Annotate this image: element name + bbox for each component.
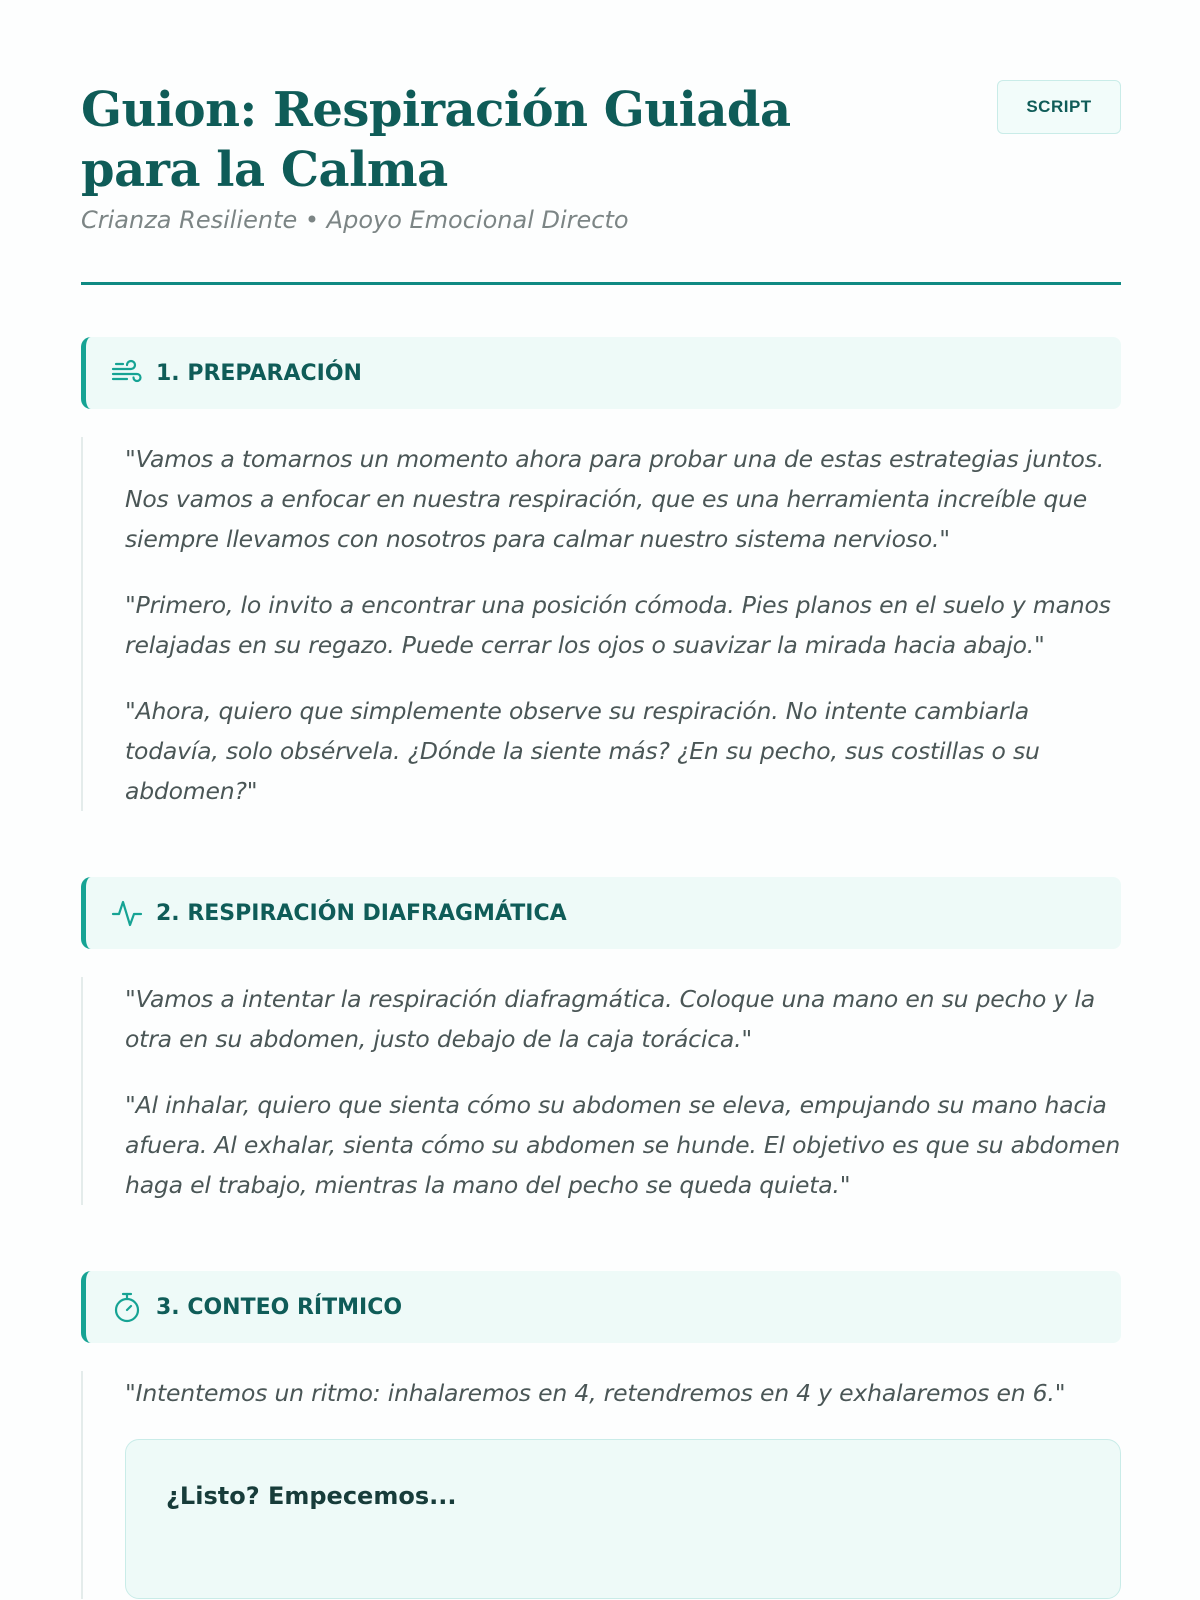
section-content bbox=[81, 1371, 1121, 1599]
section-header bbox=[81, 877, 1121, 949]
section-content bbox=[81, 437, 1121, 811]
ready-callout-title: ¿Listo? Empecemos... bbox=[166, 1482, 457, 1510]
activity-icon bbox=[110, 896, 144, 930]
section-preparacion bbox=[81, 337, 1121, 811]
section-content bbox=[81, 977, 1121, 1205]
wind-icon bbox=[110, 356, 144, 390]
script-badge: SCRIPT bbox=[997, 80, 1121, 134]
section-title: 2. RESPIRACIÓN DIAFRAGMÁTICA bbox=[156, 900, 567, 926]
timer-icon bbox=[110, 1290, 144, 1324]
script-paragraph: "Al inhalar, quiero que sienta cómo su abdomen se eleva, empujando su mano hacia afuera. Al exhalar, sienta cómo su abdomen se hunde. El objetivo es que su abdomen haga el trabajo, mientras la mano del pecho se queda quieta." bbox=[125, 1091, 1121, 1199]
document-header bbox=[81, 0, 1121, 285]
ready-callout bbox=[125, 1439, 1121, 1599]
script-paragraph: "Vamos a intentar la respiración diafragmática. Coloque una mano en su pecho y la otra en su abdomen, justo debajo de la caja torácica." bbox=[125, 985, 1095, 1053]
script-paragraph: "Ahora, quiero que simplemente observe su respiración. No intente cambiarla todavía, solo obsérvela. ¿Dónde la siente más? ¿En su pecho, sus costillas o su abdomen?" bbox=[125, 697, 1040, 805]
section-title: 3. CONTEO RÍTMICO bbox=[156, 1294, 403, 1320]
script-document bbox=[81, 0, 1121, 1599]
page-title: Guion: Respiración Guiada para la Calma bbox=[81, 82, 791, 198]
section-header bbox=[81, 1271, 1121, 1343]
script-paragraph: "Vamos a tomarnos un momento ahora para probar una de estas estrategias juntos. Nos vamos a enfocar en nuestra respiración, que es una herramienta increíble que siempre llevamos con nosotros para calmar nuestro sistema nervioso." bbox=[125, 445, 1105, 553]
section-conteo-ritmico bbox=[81, 1271, 1121, 1599]
section-header bbox=[81, 337, 1121, 409]
section-respiracion-diafragmatica bbox=[81, 877, 1121, 1205]
script-paragraph: "Primero, lo invito a encontrar una posición cómoda. Pies planos en el suelo y manos relajadas en su regazo. Puede cerrar los ojos o suavizar la mirada hacia abajo." bbox=[125, 591, 1111, 659]
script-paragraph: "Intentemos un ritmo: inhalaremos en 4, retendremos en 4 y exhalaremos en 6." bbox=[125, 1379, 1066, 1407]
page-subtitle: Crianza Resiliente • Apoyo Emocional Directo bbox=[81, 206, 629, 234]
section-title: 1. PREPARACIÓN bbox=[156, 360, 362, 386]
